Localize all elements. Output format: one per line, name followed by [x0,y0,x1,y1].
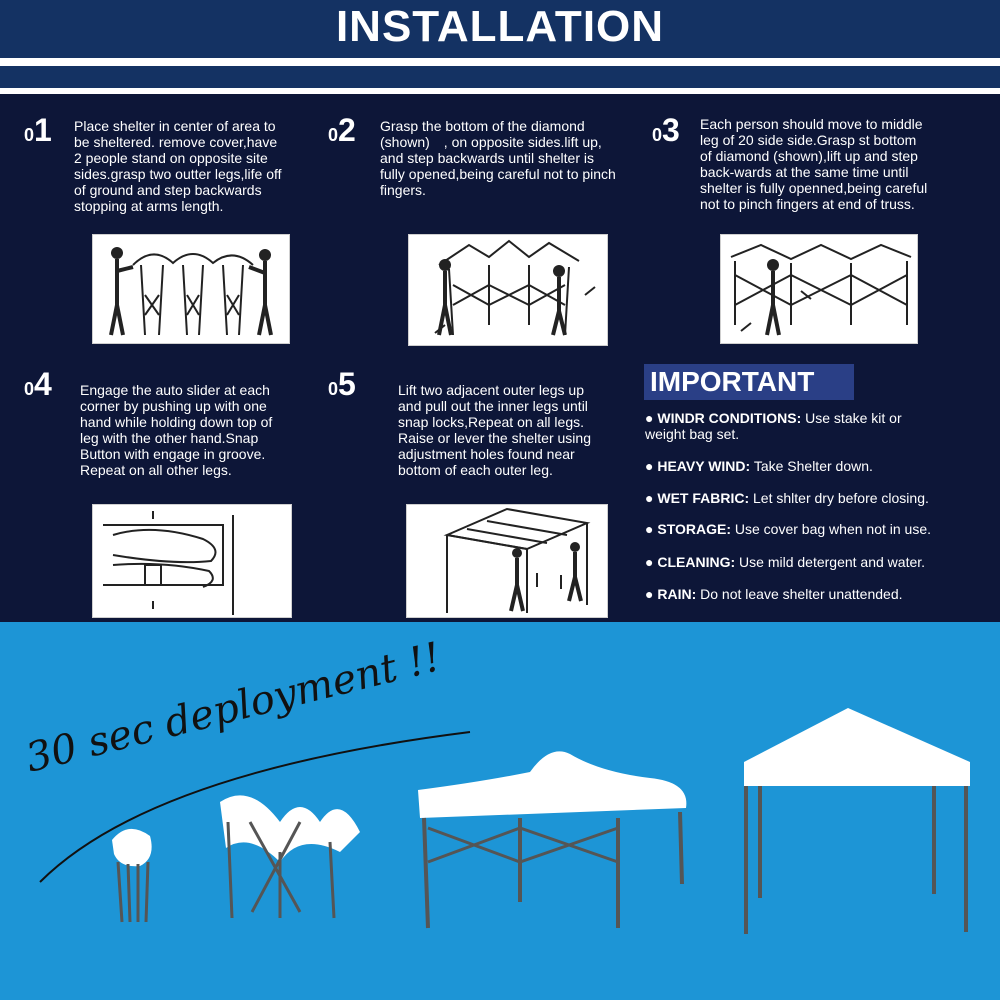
step-text: Grasp the bottom of the diamond (shown) , on opposite sides.lift up, and step backwards until shelter is fully opened,being careful not to pinch fingers. [380,118,616,198]
step-number: 01 [24,112,52,148]
instructions-panel [0,94,1000,622]
step-text: Engage the auto slider at each corner by pushing up with one hand while holding down top of leg with the other hand.Snap Button with engage in groove. Repeat on all other legs. [80,382,273,478]
deployment-illustration [0,622,1000,1000]
tent-mostly-open [418,751,686,928]
step-text: Lift two adjacent outer legs up and pull out the inner legs until snap locks,Repeat on all legs. Raise or lever the shelter using adjustment holes found near bottom of each outer leg. [398,382,591,478]
step-text: Place shelter in center of area to be sheltered. remove cover,have 2 people stand on opposite site sides.grasp two outter legs,life off of ground and step backwards stopping at arms length. [74,118,282,214]
header-bar [0,0,1000,58]
step-text: Each person should move to middle leg of 20 side side.Grasp st bottom of diamond (shown),lift up and step back-wards at the same time until shelter is fully openned,being careful not to pinch fingers at end of truss. [700,116,928,212]
step-illustration [92,234,290,344]
important-heading: IMPORTANT [644,364,854,400]
tip-item: ● STORAGE: Use cover bag when not in use. [645,521,932,537]
deployment-banner [0,622,1000,1000]
step-illustration [406,504,608,618]
tip-item: ● RAIN: Do not leave shelter unattended. [645,586,903,602]
tent-folded [112,829,152,922]
step-illustration [720,234,918,344]
tip-item: ● WET FABRIC: Let shlter dry before closing. [645,490,929,506]
step-number: 04 [24,366,52,402]
tip-item: ● CLEANING: Use mild detergent and water. [645,554,926,570]
tent-half-open [220,795,360,918]
step-illustration [408,234,608,346]
step-number: 02 [328,112,356,148]
tent-open [744,708,970,934]
step-illustration [92,504,292,618]
deployment-caption: 30 sec deployment !! [21,634,446,782]
header-stripe [0,66,1000,88]
tip-item: ● HEAVY WIND: Take Shelter down. [645,458,873,474]
page-title: INSTALLATION [335,2,665,51]
tip-item: ● WINDR CONDITIONS: Use stake kit or weight bag set. [645,410,902,442]
step-number: 03 [652,112,680,148]
header-stripe [0,58,1000,66]
step-number: 05 [328,366,356,402]
